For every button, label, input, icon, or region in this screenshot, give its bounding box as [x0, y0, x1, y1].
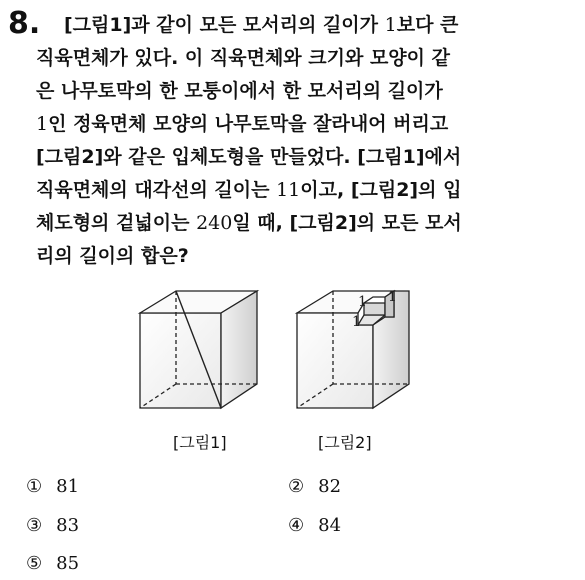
choice-marker: ② — [288, 476, 305, 497]
choice-marker: ⑤ — [26, 553, 43, 574]
cut-edge-label: 1 — [352, 314, 361, 330]
cuboid-front-face — [140, 313, 221, 408]
math-value: 11 — [276, 179, 301, 201]
notch-back-face — [364, 303, 385, 315]
choice-value: 84 — [318, 515, 342, 536]
stem-line — [36, 174, 574, 207]
choice-5[interactable] — [26, 553, 79, 574]
stem-line — [36, 141, 574, 174]
choice-marker: ③ — [26, 515, 43, 536]
stem-text: 리의 길이의 합은? — [36, 245, 189, 267]
cut-edge-label: 1 — [388, 289, 397, 305]
stem-line — [64, 9, 574, 42]
stem-text: [그림2]와 같은 입체도형을 만들었다. [그림1]에서 — [36, 146, 462, 168]
stem-text: 은 나무토막의 한 모퉁이에서 한 모서리의 길이가 — [36, 80, 443, 102]
math-value: 1 — [384, 14, 397, 36]
choice-value: 83 — [56, 515, 80, 536]
figure2-caption: [그림2] — [318, 433, 372, 452]
choice-4[interactable] — [288, 515, 341, 536]
stem-text: 일 때, [그림2]의 모든 모서 — [232, 212, 462, 234]
math-value: 1 — [36, 113, 49, 135]
solid-front-face — [297, 313, 373, 408]
stem-text: 보다 큰 — [396, 14, 459, 36]
stem-text: 직육면체가 있다. 이 직육면체와 크기와 모양이 같 — [36, 47, 450, 69]
choice-marker: ④ — [288, 515, 305, 536]
stem-line — [36, 108, 574, 141]
question-stem — [36, 9, 574, 273]
figure1-caption: [그림1] — [173, 433, 227, 452]
choice-value: 82 — [318, 476, 342, 497]
question-number: 8. — [8, 6, 41, 41]
stem-text: [그림1]과 같이 모든 모서리의 길이가 — [64, 14, 385, 36]
choice-1[interactable] — [26, 476, 79, 497]
stem-text: 직육면체의 대각선의 길이는 — [36, 179, 277, 201]
stem-line — [36, 240, 574, 273]
stem-text: 인 정육면체 모양의 나무토막을 잘라내어 버리고 — [48, 113, 449, 135]
figure1-cuboid — [140, 291, 257, 408]
stem-line — [36, 42, 574, 75]
choice-2[interactable] — [288, 476, 341, 497]
stem-line — [36, 207, 574, 240]
choice-value: 85 — [56, 553, 80, 574]
math-value: 240 — [196, 212, 233, 234]
figures-svg — [0, 280, 585, 420]
choice-marker: ① — [26, 476, 43, 497]
choice-value: 81 — [56, 476, 80, 497]
figure2-cut-solid — [297, 291, 409, 408]
stem-text: 체도형의 겉넓이는 — [36, 212, 197, 234]
cut-edge-label: 1 — [358, 294, 367, 310]
choice-3[interactable] — [26, 515, 79, 536]
stem-text: 이고, [그림2]의 입 — [300, 179, 462, 201]
stem-line — [36, 75, 574, 108]
